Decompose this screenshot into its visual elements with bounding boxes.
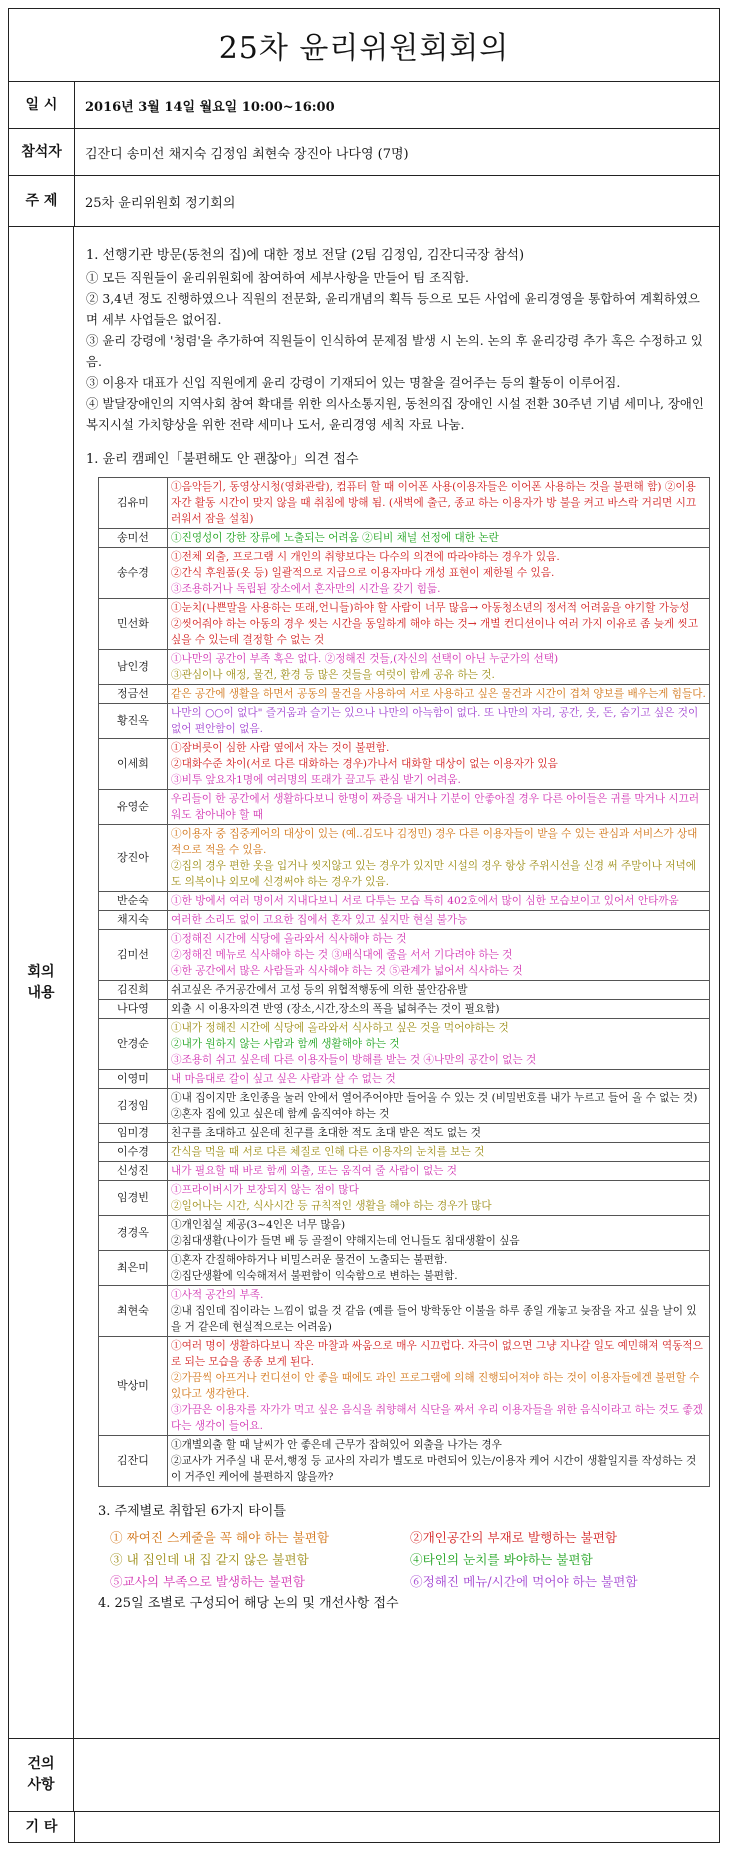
opinion-text <box>168 911 710 930</box>
attendees-row <box>9 129 719 176</box>
opinion-text <box>168 1000 710 1019</box>
attendees-label: 참석자 <box>9 129 75 175</box>
opinion-line: ④한 공간에서 많은 사람들과 식사해야 하는 것 ⑤관계가 넓어서 식사하는 것 <box>171 965 523 977</box>
opinion-row <box>99 704 710 739</box>
opinion-row <box>99 1251 710 1286</box>
opinion-text <box>168 685 710 704</box>
opinion-row <box>99 892 710 911</box>
date-value: 2016년 3월 14일 월요일 10:00~16:00 <box>85 99 335 115</box>
opinion-author: 김정임 <box>99 1089 168 1124</box>
opinion-line: ②집단생활에 익숙해져서 불편함이 익숙함으로 변하는 불편함. <box>171 1270 458 1282</box>
opinion-line: ①정해진 시간에 식당에 올라와서 식사해야 하는 것 <box>171 933 407 945</box>
opinion-line: ①한 방에서 여러 명이서 지내다보니 서로 다투는 모습 특히 402호에서 많이 심한 모습보이고 있어서 안타까움 <box>171 895 679 907</box>
opinion-line: ②교사가 거주실 내 문서,행정 등 교사의 자리가 별도로 마련되어 있는/이용자 케어 시간이 생활일지를 작성하는 것이 거주인 케어에 불편하지 않을까? <box>171 1455 697 1483</box>
opinion-line: ①내가 정해진 시간에 식당에 올라와서 식사하고 싶은 것을 먹어야하는 것 <box>171 1022 509 1034</box>
topic-value: 25차 윤리위원회 정기회의 <box>85 195 236 211</box>
opinion-text <box>168 1089 710 1124</box>
opinion-text <box>168 1181 710 1216</box>
opinion-row <box>99 1000 710 1019</box>
opinion-author: 김잔디 <box>99 1436 168 1487</box>
suggestion-value <box>74 1739 719 1811</box>
opinion-text <box>168 1143 710 1162</box>
opinion-row <box>99 1070 710 1089</box>
summary-title-item: ④타인의 눈치를 봐야하는 불편함 <box>410 1552 593 1567</box>
opinion-author: 최현숙 <box>99 1286 168 1337</box>
summary-title-item: ① 짜여진 스케줄을 꼭 해야 하는 불편함 <box>110 1530 330 1545</box>
opinion-author: 정금선 <box>99 685 168 704</box>
opinion-author: 반순숙 <box>99 892 168 911</box>
opinion-row <box>99 1436 710 1487</box>
opinion-row <box>99 478 710 529</box>
opinion-line: ①눈치(나쁜말을 사용하는 또래,언니들)하야 할 사람이 너무 많음→ 아동청소년의 정서적 어려움을 야기할 가능성 <box>171 602 690 614</box>
opinion-row <box>99 548 710 599</box>
opinion-row <box>99 1181 710 1216</box>
opinion-row <box>99 790 710 825</box>
date-row <box>9 82 719 129</box>
opinion-text <box>168 1286 710 1337</box>
opinion-line: ③비투 앞요자1명에 여러명의 또래가 끌고두 관심 받기 어려움. <box>171 774 461 786</box>
opinion-line: ②내가 원하지 않는 사람과 함께 생활해야 하는 것 <box>171 1038 400 1050</box>
opinion-line: ③관심이나 애정, 물건, 환경 등 많은 것들을 여럿이 함께 공유 하는 것. <box>171 669 495 681</box>
section2-title: 1. 윤리 캠페인「불편해도 안 괜찮아」의견 접수 <box>86 452 359 467</box>
opinion-author: 이영미 <box>99 1070 168 1089</box>
summary-title-item: ⑤교사의 부족으로 발생하는 불편함 <box>110 1574 305 1589</box>
opinion-line: ②간식 후원품(옷 등) 일괄적으로 지급으로 이용자마다 개성 표현이 제한될 수 있음. <box>171 567 555 579</box>
opinion-line: 간식을 먹을 때 서로 다른 체질로 인해 다른 이용자의 눈치를 보는 것 <box>171 1146 485 1158</box>
opinion-row <box>99 930 710 981</box>
opinion-author: 황진옥 <box>99 704 168 739</box>
opinion-text <box>168 704 710 739</box>
opinion-line: ②씻어줘야 하는 아동의 경우 씻는 시간을 동일하게 해야 하는 것→ 개별 컨디션이나 여러 가지 이유로 좀 늦게 씻고 싶을 수 있는데 결정할 수 없는 것 <box>171 618 698 646</box>
opinion-line: ①나만의 공간이 부족 혹은 없다. ②정해진 것들,(자신의 선택이 아닌 누군가의 선택) <box>171 653 559 665</box>
opinion-line: ①음악듣기, 동영상시청(영화관람), 컴퓨터 할 때 이어폰 사용(이용자들은 이어폰 사용하는 것을 불편해 함) ②이용자간 활동 시간이 맞지 않을 때 취침에 방해 됨. (새벽에 출근, 종교 하는 이용자가 방 불을 켜고 바스락 거리면 시끄러워서 잠을 설침) <box>171 481 697 525</box>
opinion-author: 신성진 <box>99 1162 168 1181</box>
opinion-row <box>99 1019 710 1070</box>
opinion-text <box>168 1251 710 1286</box>
opinion-row <box>99 599 710 650</box>
opinion-author: 채지숙 <box>99 911 168 930</box>
opinion-text <box>168 930 710 981</box>
opinion-row <box>99 1337 710 1436</box>
opinion-text <box>168 1436 710 1487</box>
opinion-author: 임경빈 <box>99 1181 168 1216</box>
opinion-line: ①전체 외출, 프로그램 시 개인의 취향보다는 다수의 의견에 따라야하는 경우가 있음. <box>171 551 560 563</box>
opinion-author: 이수경 <box>99 1143 168 1162</box>
meeting-minutes-document <box>8 8 720 1843</box>
opinion-row <box>99 739 710 790</box>
opinion-author: 민선화 <box>99 599 168 650</box>
opinion-author: 경경옥 <box>99 1216 168 1251</box>
section1-paragraphs <box>86 267 710 435</box>
opinion-line: 우리들이 한 공간에서 생활하다보니 한명이 짜증을 내거나 기분이 안좋아질 경우 다른 아이들은 귀를 막거나 시끄러워도 참아내야 할 때 <box>171 793 700 821</box>
opinion-row <box>99 1162 710 1181</box>
opinion-line: ①프라이버시가 보장되지 않는 점이 많다 <box>171 1184 359 1196</box>
date-label: 일 시 <box>9 82 75 128</box>
opinion-row <box>99 1286 710 1337</box>
opinion-author: 임미경 <box>99 1124 168 1143</box>
opinion-text <box>168 1124 710 1143</box>
opinion-row <box>99 1089 710 1124</box>
opinion-row <box>99 1124 710 1143</box>
opinion-line: ②정해진 메뉴로 식사해야 하는 것 ③배식대에 줄을 서서 기다려야 하는 것 <box>171 949 513 961</box>
opinion-line: ②내 집인데 집이라는 느낌이 없을 것 같음 (예를 들어 방학동안 이불을 하루 종일 개놓고 늦잠을 자고 싶을 날이 있을 거 같은데 현실적으로는 어려움) <box>171 1305 697 1333</box>
etc-value <box>75 1812 719 1842</box>
opinion-line: 쉬고싶은 주거공간에서 고성 등의 위협적행동에 의한 불안감유발 <box>171 984 468 996</box>
opinion-author: 김미선 <box>99 930 168 981</box>
opinion-author: 송수경 <box>99 548 168 599</box>
opinion-author: 안경순 <box>99 1019 168 1070</box>
summary-title-item: ②개인공간의 부재로 발행하는 불편함 <box>410 1530 618 1545</box>
opinion-author: 최은미 <box>99 1251 168 1286</box>
etc-row <box>9 1812 719 1842</box>
content-row <box>9 227 719 1739</box>
opinion-text <box>168 478 710 529</box>
content-body <box>74 227 722 1738</box>
opinion-line: 같은 공간에 생활을 하면서 공동의 물건을 사용하여 서로 사용하고 싶은 물건과 시간이 겹쳐 양보를 배우는게 힘들다. <box>171 688 706 700</box>
opinion-line: ③조용히 쉬고 싶은데 다른 이용자들이 방해를 받는 것 ④나만의 공간이 없는 것 <box>171 1054 537 1066</box>
opinion-text <box>168 548 710 599</box>
attendees-value: 김잔디 송미선 채지숙 김정임 최현숙 장진아 나다영 (7명) <box>85 146 409 162</box>
section1-paragraph: ② 3,4년 정도 진행하였으나 직원의 전문화, 윤리개념의 획득 등으로 모든 사업에 윤리경영을 통합하여 계획하였으며 세부 사업들은 없어짐. <box>86 291 700 327</box>
opinion-line: ①개별외출 할 때 날씨가 안 좋은데 근무가 잡혀있어 외출을 나가는 경우 <box>171 1439 502 1451</box>
topic-label: 주 제 <box>9 176 75 226</box>
opinion-row <box>99 685 710 704</box>
summary-title-item: ⑥정해진 메뉴/시간에 먹어야 하는 불편함 <box>410 1574 638 1589</box>
opinion-line: ③가끔은 이용자를 자가가 먹고 싶은 음식을 취향해서 식단을 짜서 우리 이용자들을 위한 음식이라고 하는 것도 좋겠다는 생각이 들어요. <box>171 1404 703 1432</box>
document-title: 25차 윤리위원회회의 <box>9 9 719 82</box>
opinion-line: ②집의 경우 편한 옷을 입거나 씻지않고 있는 경우가 있지만 시설의 경우 항상 주위시선을 신경 써 주말이나 저녁에도 의복이나 외모에 신경써야 하는 경우가 있음. <box>171 860 696 888</box>
opinion-line: ①여러 명이 생활하다보니 작은 마찰과 싸움으로 매우 시끄럽다. 자극이 없으면 그냥 지나갈 일도 예민해져 역동적으로 되는 모습을 종종 보게 된다. <box>171 1340 703 1368</box>
opinion-author: 김유미 <box>99 478 168 529</box>
opinion-author: 김진희 <box>99 981 168 1000</box>
opinion-text <box>168 1216 710 1251</box>
section1-paragraph: ① 모든 직원들이 윤리위원회에 참여하여 세부사항을 만들어 팀 조직함. <box>86 270 469 285</box>
opinion-line: ①잠버릇이 심한 사람 옆에서 자는 것이 불편함. <box>171 742 390 754</box>
opinion-line: 내가 필요할 때 바로 함께 외출, 또는 움직여 줄 사람이 없는 것 <box>171 1165 458 1177</box>
opinion-line: ②침대생활(나이가 들면 배 등 골절이 약해지는데 언니들도 침대생활이 싶음 <box>171 1235 520 1247</box>
opinion-text <box>168 825 710 892</box>
opinion-text <box>168 892 710 911</box>
opinion-line: ①이용자 중 집중케어의 대상이 있는 (예..김도나 김정민) 경우 다른 이용자들이 받을 수 있는 관심과 서비스가 상대적으로 적을 수 있음. <box>171 828 698 856</box>
section3-title: 3. 주제별로 취합된 6가지 타이틀 <box>98 1504 286 1519</box>
opinion-row <box>99 650 710 685</box>
opinion-text <box>168 739 710 790</box>
opinion-text <box>168 790 710 825</box>
section1-paragraph: ③ 이용자 대표가 신입 직원에게 윤리 강령이 기재되어 있는 명찰을 걸어주는 등의 활동이 이루어짐. <box>86 375 621 390</box>
opinion-text <box>168 599 710 650</box>
suggestion-row <box>9 1739 719 1812</box>
opinion-line: ③조용하거나 독립된 장소에서 혼자만의 시간을 갖기 힘듦. <box>171 583 441 595</box>
opinion-row <box>99 911 710 930</box>
section4-title: 4. 25일 조별로 구성되어 해당 논의 및 개선사항 접수 <box>98 1596 399 1611</box>
opinion-line: 외출 시 이용자의견 반영 (장소,시간,장소의 폭을 넓혀주는 것이 필요함) <box>171 1003 500 1015</box>
summary-titles <box>110 1527 710 1593</box>
opinion-text <box>168 1019 710 1070</box>
opinion-row <box>99 529 710 548</box>
opinion-row <box>99 825 710 892</box>
opinion-text <box>168 1162 710 1181</box>
etc-label: 기 타 <box>9 1812 75 1842</box>
opinion-line: 여러한 소리도 없이 고요한 집에서 혼자 있고 싶지만 현실 불가능 <box>171 914 468 926</box>
opinion-line: ①개인침실 제공(3~4인은 너무 많음) <box>171 1219 346 1231</box>
opinion-row <box>99 1143 710 1162</box>
opinion-line: 친구를 초대하고 싶은데 친구를 초대한 적도 초대 받은 적도 없는 것 <box>171 1127 481 1139</box>
opinion-line: ②대화수준 차이(서로 다른 대화하는 경우)가나서 대화할 대상이 없는 이용자가 있음 <box>171 758 558 770</box>
content-label: 회의 내용 <box>9 227 74 1738</box>
suggestion-label: 건의 사항 <box>9 1739 74 1811</box>
opinion-author: 유영순 <box>99 790 168 825</box>
opinion-line: ①내 집이지만 초인종을 눌러 안에서 열어주어야만 들어올 수 있는 것 (비밀번호를 내가 누르고 들어 올 수 없는 것) ②혼자 집에 있고 싶은데 함께 움직여야 하는 것 <box>171 1092 698 1120</box>
opinion-line: ②일어나는 시간, 식사시간 등 규칙적인 생활을 해야 하는 경우가 많다 <box>171 1200 492 1212</box>
section1-paragraph: ④ 발달장애인의 지역사회 참여 확대를 위한 의사소통지원, 동천의집 장애인 시설 전환 30주년 기념 세미나, 장애인복지시설 가치향상을 위한 전략 세미나 도서, 윤리경영 세칙 자료 나눔. <box>86 396 704 432</box>
opinion-author: 장진아 <box>99 825 168 892</box>
opinion-author: 이세희 <box>99 739 168 790</box>
section1-title: 1. 선행기관 방문(동천의 집)에 대한 정보 전달 (2팀 김정임, 김잔디국장 참석) <box>86 248 525 263</box>
opinion-author: 박상미 <box>99 1337 168 1436</box>
opinion-text <box>168 1070 710 1089</box>
opinion-line: 내 마음대로 갈이 싶고 싶은 사람과 살 수 없는 것 <box>171 1073 396 1085</box>
topic-row <box>9 176 719 227</box>
opinion-line: ①진영성이 강한 장류에 노출되는 어려움 ②티비 채널 선정에 대한 논란 <box>171 532 499 544</box>
opinion-text <box>168 529 710 548</box>
opinion-author: 나다영 <box>99 1000 168 1019</box>
section1-paragraph: ③ 윤리 강령에 '청렴'을 추가하여 직원들이 인식하여 문제점 발생 시 논의. 논의 후 윤리강령 추가 혹은 수정하고 있음. <box>86 333 703 369</box>
opinion-row <box>99 1216 710 1251</box>
opinion-author: 송미선 <box>99 529 168 548</box>
opinion-line: 나만의 ○○이 없다" 즐거움과 슬기는 있으나 나만의 아늑함이 없다. 또 나만의 자리, 공간, 옷, 돈, 숨기고 싶은 것이 없어 편안함이 없음. <box>171 707 699 735</box>
opinion-row <box>99 981 710 1000</box>
opinion-table <box>98 477 710 1487</box>
opinion-line: ②가끔씩 아프거나 컨디션이 안 좋을 때에도 과인 프로그램에 의해 진행되어져야 하는 것이 이용자들에겐 불편할 수 있다고 생각한다. <box>171 1372 700 1400</box>
opinion-line: ①사적 공간의 부족. <box>171 1289 264 1301</box>
opinion-text <box>168 1337 710 1436</box>
summary-title-item: ③ 내 집인데 내 집 같지 않은 불편함 <box>110 1552 309 1567</box>
opinion-text <box>168 650 710 685</box>
opinion-line: ①혼자 간질해야하거나 비밀스러운 물건이 노출되는 불편함. <box>171 1254 448 1266</box>
opinion-text <box>168 981 710 1000</box>
opinion-author: 남인경 <box>99 650 168 685</box>
